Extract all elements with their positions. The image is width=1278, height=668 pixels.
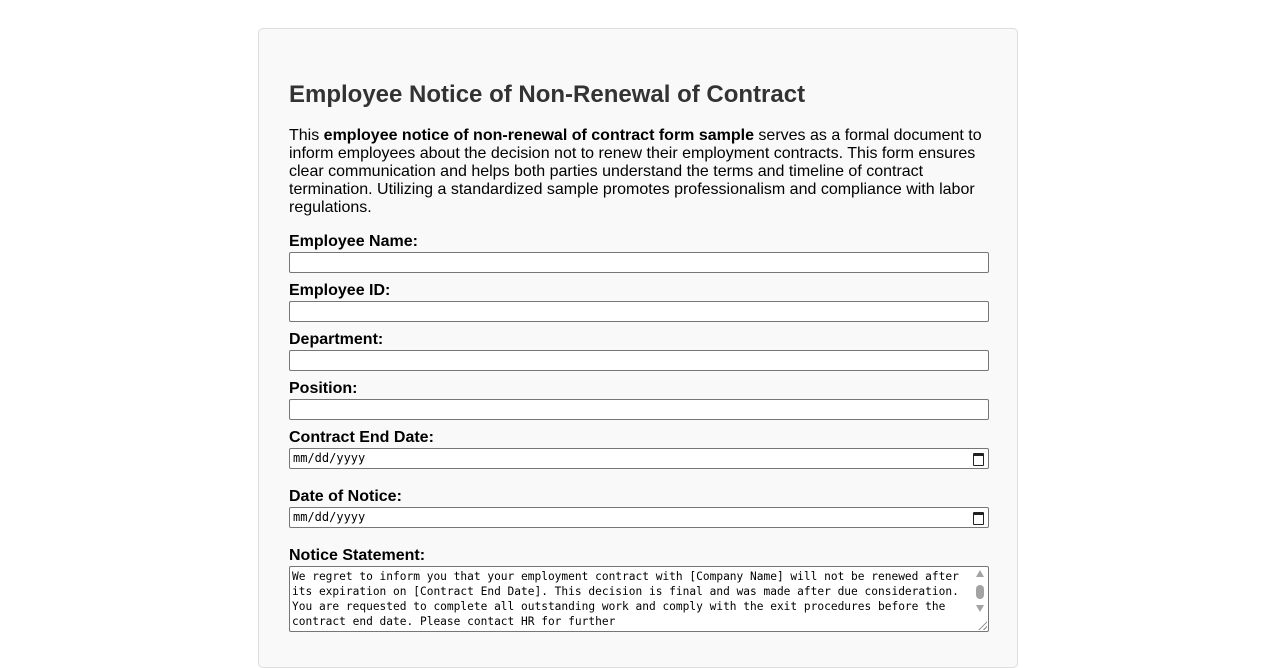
form-card — [258, 28, 1018, 668]
notice-form — [289, 233, 989, 632]
intro-bold: employee notice of non-renewal of contract form sample — [323, 127, 754, 144]
scroll-down-arrow-icon[interactable] — [976, 605, 984, 612]
notice-statement-label: Notice Statement: — [289, 547, 426, 564]
notice-statement-textarea[interactable] — [289, 566, 989, 632]
contract-end-date-label: Contract End Date: — [289, 429, 434, 446]
scroll-thumb[interactable] — [976, 585, 984, 599]
date-of-notice-label: Date of Notice: — [289, 488, 402, 505]
position-input[interactable] — [289, 399, 989, 420]
date-placeholder: mm/dd/yyyy — [293, 510, 366, 524]
employee-id-label: Employee ID: — [289, 282, 391, 299]
scrollbar[interactable] — [974, 569, 986, 619]
intro-text-rest: serves as a formal document to inform employees about the decision not to renew their employment contracts. This form ensures clear communication and helps both parties understand the terms and timeline of contract termination. Utilizing a standardized sample promotes professionalism and compliance with labor regulations. — [289, 127, 982, 216]
employee-name-label: Employee Name: — [289, 233, 418, 250]
employee-id-input[interactable] — [289, 301, 989, 322]
calendar-icon[interactable] — [973, 512, 984, 525]
position-label: Position: — [289, 380, 358, 397]
intro-text: This — [289, 127, 324, 144]
notice-text: We regret to inform you that your employment contract with [Company Name] will not be renewed after its expiration on [Contract End Date]. This decision is final and was made after due consideration. You are requested to complete all outstanding work and comply with the exit procedures before the contract end date. Please contact HR for further — [292, 570, 966, 628]
employee-name-input[interactable] — [289, 252, 989, 273]
page-title: Employee Notice of Non-Renewal of Contract — [289, 81, 806, 108]
intro-paragraph — [289, 127, 989, 217]
department-input[interactable] — [289, 350, 989, 371]
scroll-up-arrow-icon[interactable] — [976, 570, 984, 577]
date-placeholder: mm/dd/yyyy — [293, 451, 366, 465]
date-of-notice-input[interactable] — [289, 507, 989, 528]
calendar-icon[interactable] — [973, 453, 984, 466]
contract-end-date-input[interactable] — [289, 448, 989, 469]
resize-handle-icon[interactable] — [977, 620, 987, 630]
department-label: Department: — [289, 331, 384, 348]
